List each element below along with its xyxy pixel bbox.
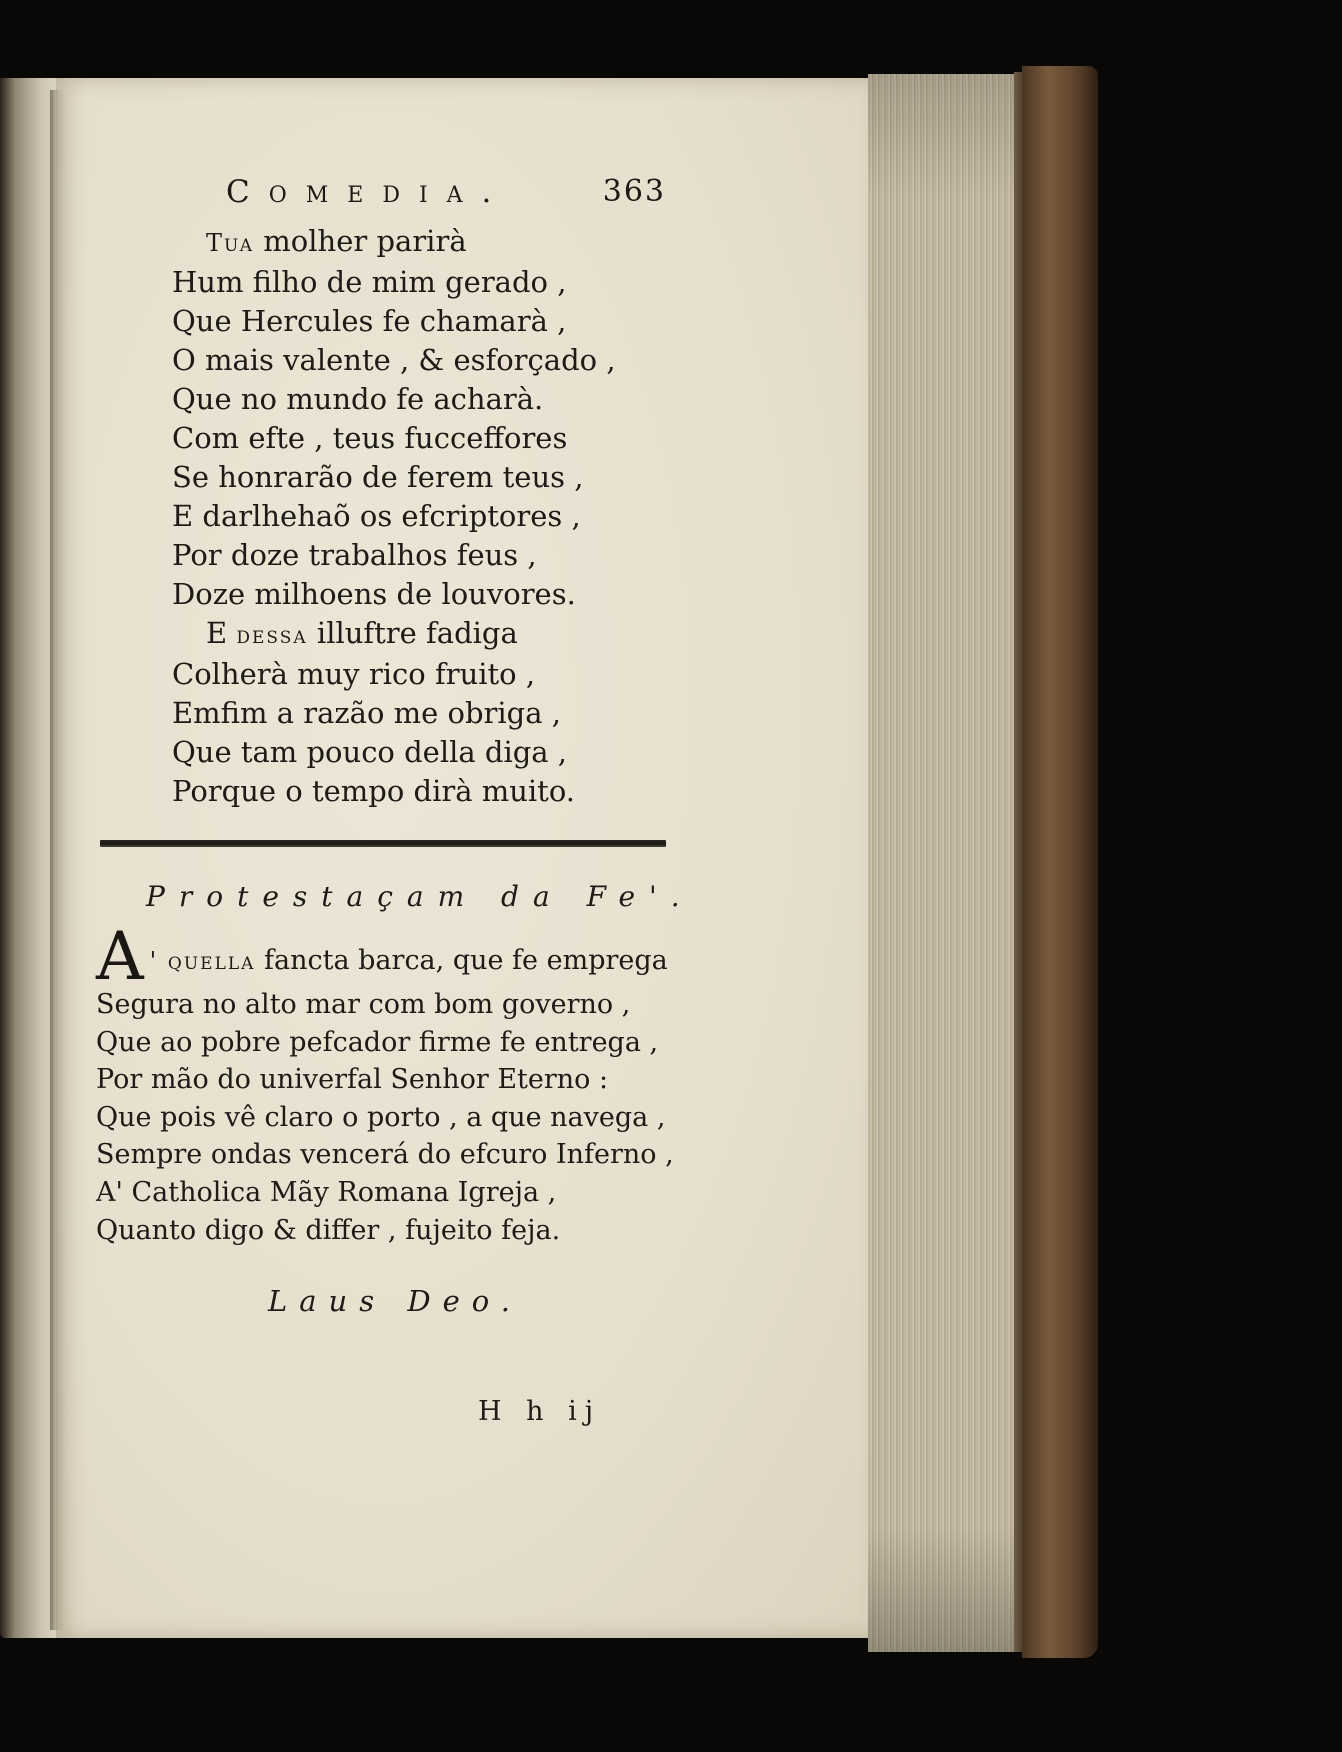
stanza-line: Que ao pobre pefcador firme fe entrega , (96, 1026, 659, 1058)
verse-line-text: Que no mundo fe acharà. (172, 382, 544, 416)
stanza-line: Que pois vê claro o porto , a que navega , (96, 1101, 666, 1133)
verse-line (172, 733, 692, 772)
closing-line: Laus Deo. (268, 1284, 522, 1318)
stanza-line: Por mão do univerfal Senhor Eterno : (96, 1064, 609, 1096)
verse-line (172, 655, 692, 694)
verse-line-text: O mais valente , & esforçado , (172, 343, 616, 377)
verse-line-text: illuftre fadiga (307, 616, 518, 650)
stanza-line: Quanto digo & differ , fujeito feja. (96, 1214, 561, 1246)
signature-mark: H h ij (478, 1396, 602, 1427)
verse-passage (172, 222, 692, 811)
verse-line (172, 380, 692, 419)
verse-line (172, 497, 692, 536)
verse-line (172, 536, 692, 575)
verse-line (172, 772, 692, 811)
stanza-first-line (96, 924, 696, 981)
verse-line (172, 263, 692, 302)
running-head: Comedia. (226, 174, 511, 210)
verse-line (172, 614, 692, 655)
verse-line-text: Colherà muy rico fruito , (172, 657, 536, 691)
protestation-stanza (96, 918, 696, 1249)
verse-line (172, 575, 692, 614)
verse-line-text: Se honrarão de ferem teus , (172, 460, 584, 494)
drop-cap: A (96, 918, 144, 995)
verse-line-text: Que Hercules fe chamarà , (172, 304, 567, 338)
stanza-line: Segura no alto mar com bom governo , (96, 989, 631, 1020)
verse-line (172, 302, 692, 341)
verse-line (172, 694, 692, 733)
page-edges (868, 74, 1026, 1652)
verse-line-small-caps: dessa (236, 621, 308, 649)
verse-line-text: Com efte , teus fucceffores (172, 421, 568, 455)
section-rule (100, 840, 666, 847)
verse-line (172, 458, 692, 497)
verse-line-text: molher parirà (254, 224, 467, 258)
verse-line (172, 222, 692, 263)
verse-line-text: Doze milhoens de louvores. (172, 577, 576, 611)
verse-line-text: Que tam pouco della diga , (172, 735, 568, 769)
stanza-line: Sempre ondas vencerá do efcuro Inferno , (96, 1139, 674, 1171)
verse-line-small-caps: Tua (206, 229, 255, 257)
leather-cover (1022, 66, 1098, 1658)
verse-line-text: Emfim a razão me obriga , (172, 696, 561, 730)
verse-line (172, 341, 692, 380)
first-line-small-caps: ' quella (149, 947, 256, 975)
page-header (226, 174, 666, 210)
stanza-line: A' Catholica Mãy Romana Igreja , (96, 1176, 557, 1208)
verse-line (172, 419, 692, 458)
page-gutter (50, 90, 66, 1630)
section-title: Protestaçam da Fe'. (146, 880, 694, 913)
verse-line-prefix: E (206, 616, 237, 650)
verse-line-text: E darlhehaõ os efcriptores , (172, 499, 581, 533)
verse-line-text: Porque o tempo dirà muito. (172, 774, 575, 808)
verse-line-text: Por doze trabalhos feus , (172, 538, 537, 572)
page-number: 363 (602, 174, 666, 209)
first-line-text: fancta barca, que fe emprega (255, 945, 668, 976)
verse-line-text: Hum filho de mim gerado , (172, 265, 567, 299)
